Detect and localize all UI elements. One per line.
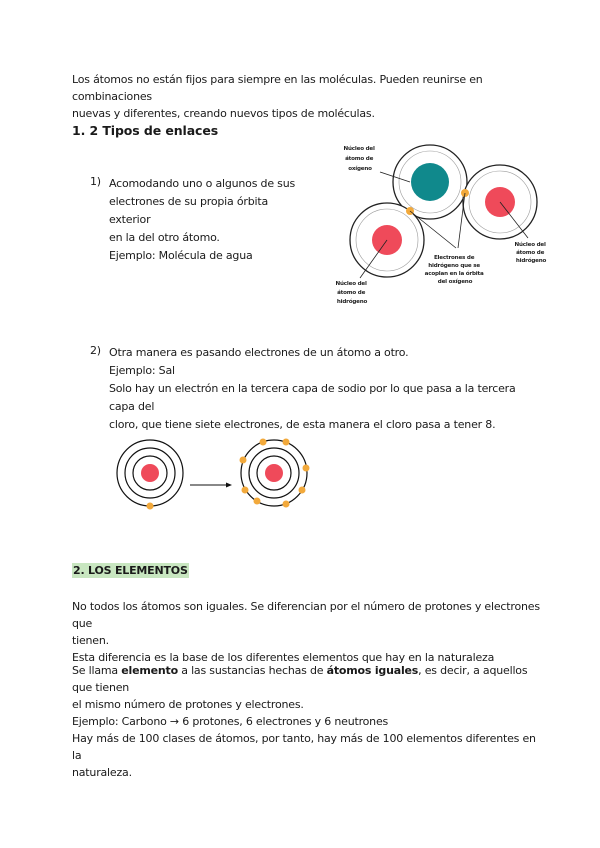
label-electrons [425,255,486,285]
term-atomos-iguales: átomos iguales [326,664,419,677]
list-1-line-1: Acomodando uno o algunos de sus [109,177,296,190]
list-item-2 [90,344,530,431]
intro-line-2: nuevas y diferentes, creando nuevos tipos de moléculas. [72,107,375,120]
chlorine-electron [254,498,261,505]
salt-electron-transfer-diagram [110,430,320,520]
para2-line-1 [72,662,542,696]
chlorine-electron [283,439,290,446]
para2-l1-a: Se llama [72,664,122,677]
label-oxygen-1: Núcleo del [343,146,375,152]
label-oxygen-3: oxígeno [348,166,372,172]
list-1-line-3: en la del otro átomo. [109,231,220,244]
paragraph-elemento-definition [72,662,542,781]
sodium-nucleus [141,464,159,482]
list-1-line-2: electrones de su propia órbita exterior [109,195,268,226]
list-2-line-2: Ejemplo: Sal [109,364,175,377]
chlorine-electron [240,457,247,464]
label-h-left-3: hidrógeno [336,299,368,305]
para2-line-4: Hay más de 100 clases de átomos, por tanto, hay más de 100 elementos diferentes en la [72,732,536,762]
chlorine-electron [303,465,310,472]
label-electrons-1: Electrones de [433,255,475,261]
para1-line-3: Esta diferencia es la base de los diferentes elementos que hay en la naturaleza [72,651,495,664]
list-number-1: 1) [90,175,101,188]
list-number-2: 2) [90,344,101,357]
section-heading-tipos: 1. 2 Tipos de enlaces [72,123,219,138]
para2-line-2: el mismo número de protones y electrones. [72,698,304,711]
section-heading-elementos: 2. LOS ELEMENTOS [73,564,188,577]
transfer-arrow-head [226,483,232,488]
para2-line-5: naturaleza. [72,766,132,779]
list-2-line-3: Solo hay un electrón en la tercera capa de sodio por lo que pasa a la tercera capa del [109,382,516,413]
label-electrons-4: del oxígeno [437,279,473,285]
para1-line-2: tienen. [72,634,109,647]
list-1-line-4: Ejemplo: Molécula de agua [109,249,253,262]
chlorine-electron [283,501,290,508]
label-h-right-3: hidrógeno [515,258,547,264]
label-h-left-1: Núcleo del [335,281,367,287]
list-2-line-1: Otra manera es pasando electrones de un átomo a otro. [109,346,409,359]
list-2-line-4: cloro, que tiene siete electrones, de esta manera el cloro pasa a tener 8. [109,418,496,431]
label-h-right-1: Núcleo del [514,242,546,248]
chlorine-electron [242,487,249,494]
label-hydrogen-right [515,241,548,264]
label-h-left-2: átomo de [337,290,366,296]
intro-line-1: Los átomos no están fijos para siempre en las moléculas. Pueden reunirse en combinaciones [72,73,483,103]
label-electrons-3: acoplan en la órbita [424,271,484,277]
label-electrons-2: hidrógeno que se [428,263,480,269]
para2-line-3: Ejemplo: Carbono → 6 protones, 6 electrones y 6 neutrones [72,715,389,728]
oxygen-nucleus [411,163,449,201]
para1-line-1: No todos los átomos son iguales. Se diferencian por el número de protones y electrones que [72,600,540,630]
label-oxygen-2: átomo de [345,156,374,162]
sodium-outer-electron [147,503,154,510]
chlorine-electron [260,439,267,446]
term-elemento: elemento [121,664,178,677]
chlorine-nucleus [265,464,283,482]
intro-paragraph [72,71,542,122]
list-item-1 [90,175,310,262]
paragraph-atoms-differ [72,598,542,666]
para2-l1-c: a las sustancias hechas de [177,664,327,677]
chlorine-electron [299,487,306,494]
label-h-right-2: átomo de [516,250,545,256]
para2-l1-e: , es decir, a aquellos que tienen [72,664,528,694]
water-molecule-diagram [330,140,560,310]
label-hydrogen-left [336,280,369,305]
label-oxygen [344,145,377,172]
